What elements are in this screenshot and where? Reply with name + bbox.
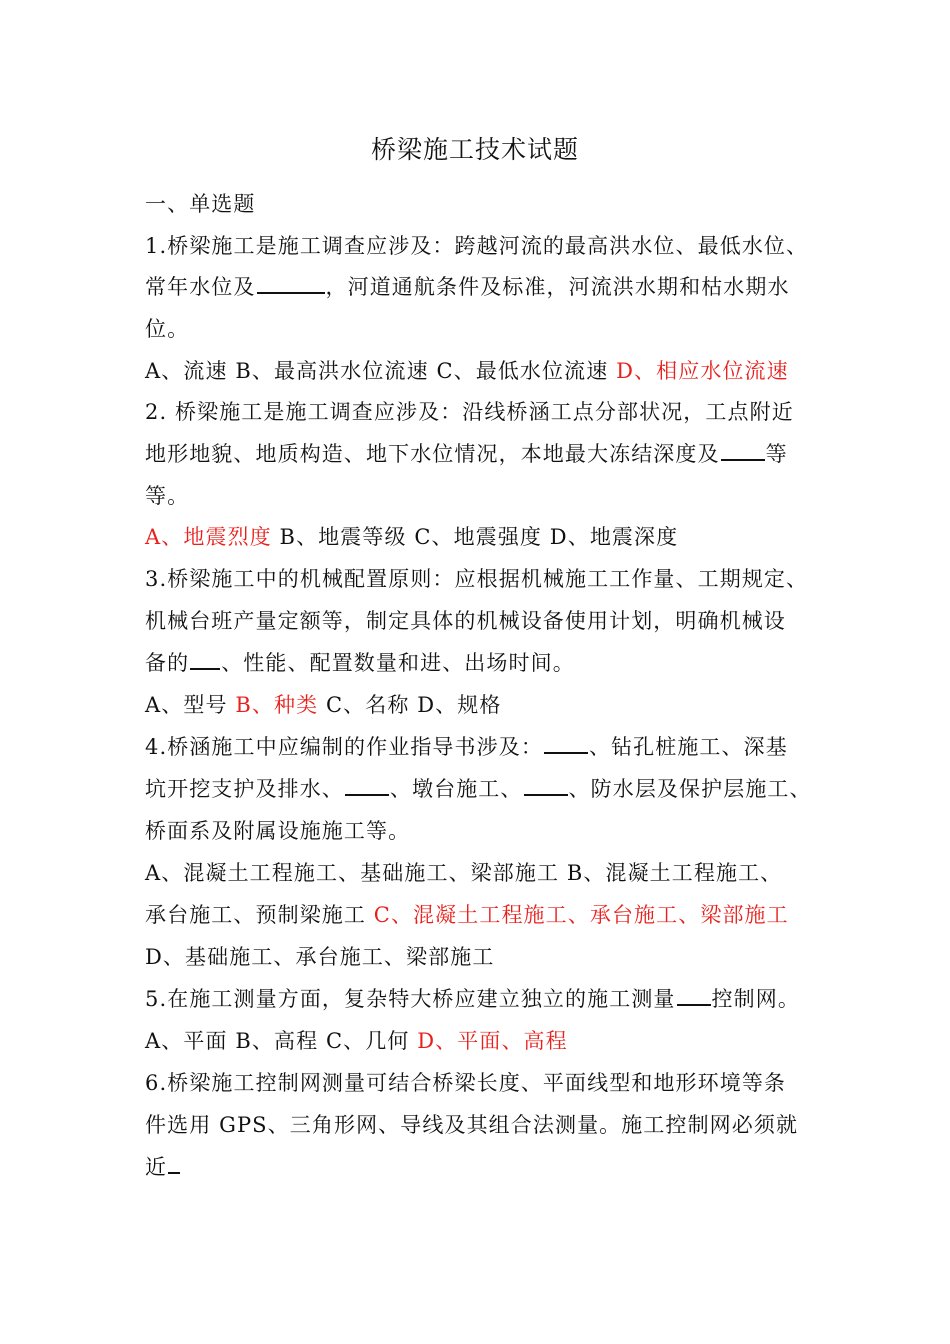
question-2-line-2 (145, 439, 815, 469)
q2-correct-answer: A、地震烈度 (145, 525, 272, 549)
q5-text-a: 5.在施工测量方面，复杂特大桥应建立独立的施工测量 (145, 987, 676, 1011)
question-2-line-3: 等。 (145, 484, 190, 508)
question-1-line-3: 位。 (145, 317, 190, 341)
answer-blank (544, 732, 588, 754)
q5-text-b: 控制网。 (711, 987, 800, 1011)
q3-correct-answer: B、种类 (235, 693, 319, 717)
q3-options-rest: C、名称 D、规格 (318, 693, 502, 717)
question-4-line-1 (145, 732, 815, 762)
q1-text-a: 常年水位及 (145, 275, 256, 299)
question-6-line-3 (145, 1152, 815, 1182)
q3-option-a: A、型号 (145, 693, 236, 717)
question-2-options (145, 522, 815, 552)
q1-options-plain: A、流速 B、最高洪水位流速 C、最低水位流速 (145, 359, 617, 383)
answer-blank (345, 774, 389, 796)
q5-correct-answer: D、平面、高程 (417, 1029, 568, 1053)
q4-text-a: 4.桥涵施工中应编制的作业指导书涉及： (145, 735, 543, 759)
question-4-options-line-1: A、混凝土工程施工、基础施工、梁部施工 B、混凝土工程施工、 (145, 861, 783, 885)
question-1-options (145, 356, 815, 386)
question-2-line-1: 2. 桥梁施工是施工调查应涉及：沿线桥涵工点分部状况，工点附近 (145, 400, 794, 424)
q4-text-b: 、钻孔桩施工、深基 (588, 735, 788, 759)
q2-options-plain: B、地震等级 C、地震强度 D、地震深度 (271, 525, 679, 549)
question-5-line-1 (145, 984, 815, 1014)
answer-blank (677, 984, 711, 1006)
q6-text-a: 近 (145, 1155, 168, 1179)
question-1-line-1: 1.桥梁施工是施工调查应涉及：跨越河流的最高洪水位、最低水位、 (145, 234, 809, 258)
q3-text-a: 备的 (145, 651, 190, 675)
q1-text-b: ，河道通航条件及标准，河流洪水期和枯水期水 (325, 275, 790, 299)
question-1-line-2 (145, 272, 815, 302)
q4-correct-answer: C、混凝土工程施工、承台施工、梁部施工 (373, 903, 789, 927)
q5-options-plain: A、平面 B、高程 C、几何 (145, 1029, 418, 1053)
q4-text-d: 、墩台施工、 (389, 777, 523, 801)
question-3-options (145, 690, 815, 720)
answer-blank (168, 1152, 180, 1174)
answer-blank (721, 439, 765, 461)
question-6-line-1: 6.桥梁施工控制网测量可结合桥梁长度、平面线型和地形环境等条 (145, 1071, 787, 1095)
question-6-line-2: 件选用 GPS、三角形网、导线及其组合法测量。施工控制网必须就 (145, 1113, 799, 1137)
q2-text-b: 等 (765, 442, 788, 466)
question-3-line-2: 机械台班产量定额等，制定具体的机械设备使用计划，明确机械设 (145, 609, 786, 633)
question-3-line-1: 3.桥梁施工中的机械配置原则：应根据机械施工工作量、工期规定、 (145, 567, 809, 591)
answer-blank (524, 774, 568, 796)
answer-blank (257, 272, 325, 294)
question-3-line-3 (145, 648, 815, 678)
section-heading: 一、单选题 (145, 192, 256, 216)
q3-text-b: 、性能、配置数量和进、出场时间。 (221, 651, 575, 675)
answer-blank (190, 648, 220, 670)
question-4-options-line-3: D、基础施工、承台施工、梁部施工 (145, 945, 495, 969)
q4-text-c: 坑开挖支护及排水、 (145, 777, 344, 801)
q2-text-a: 地形地貌、地质构造、地下水位情况，本地最大冻结深度及 (145, 442, 720, 466)
question-5-options (145, 1026, 815, 1056)
question-4-line-3: 桥面系及附属设施施工等。 (145, 819, 411, 843)
q1-correct-answer: D、相应水位流速 (616, 359, 789, 383)
question-4-line-2 (145, 774, 815, 804)
document-title: 桥梁施工技术试题 (370, 135, 579, 164)
q4-text-e: 、防水层及保护层施工、 (568, 777, 812, 801)
question-4-options-line-2 (145, 900, 815, 930)
q4-option-b-cont: 承台施工、预制梁施工 (145, 903, 374, 927)
